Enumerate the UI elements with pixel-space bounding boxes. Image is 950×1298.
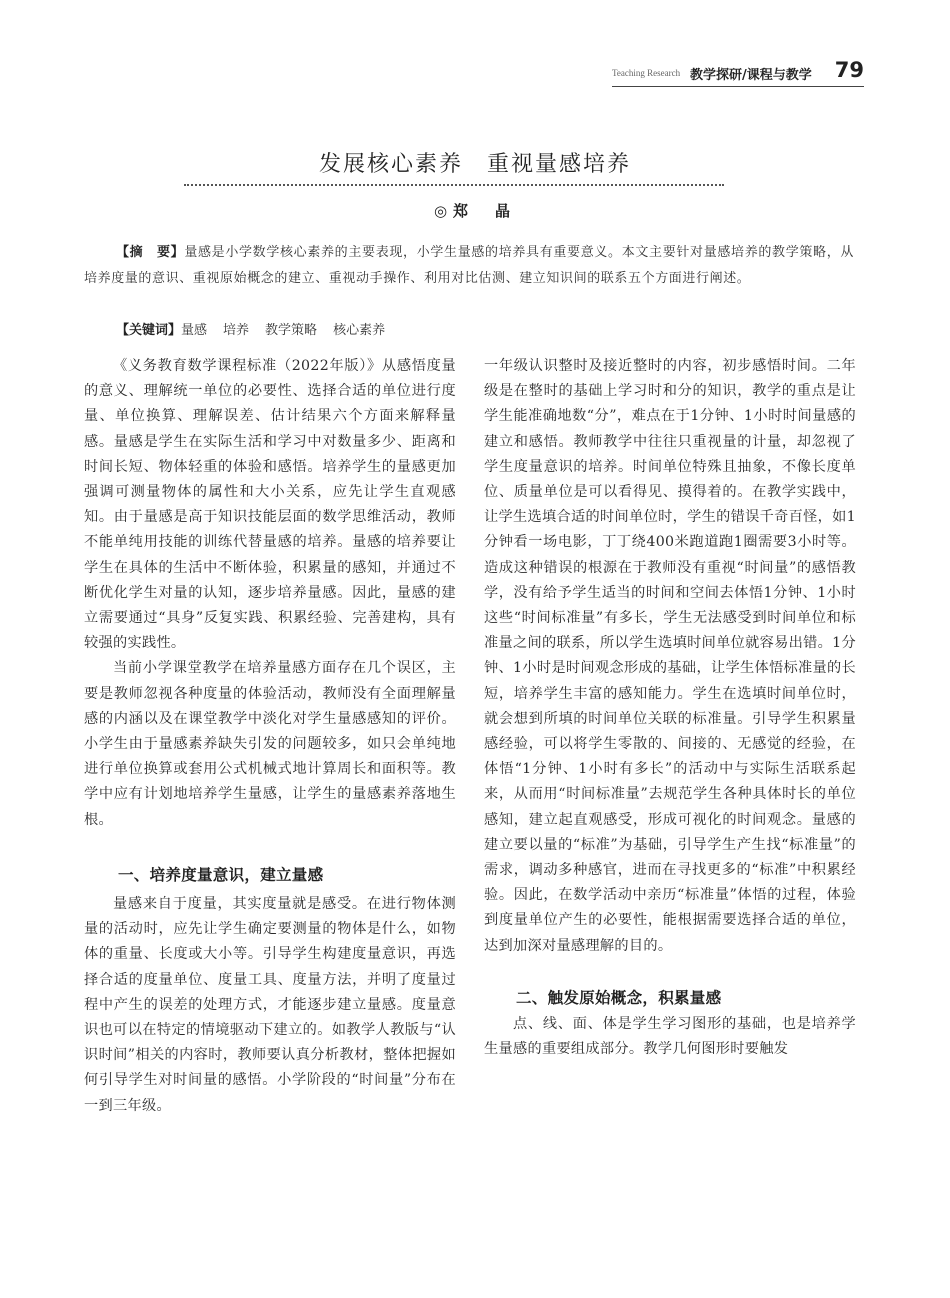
- running-header: [612, 58, 864, 84]
- title-dotted-rule: [184, 184, 724, 186]
- body-column-left: [84, 354, 456, 1119]
- keywords-label: 【关键词】: [116, 323, 182, 338]
- header-rule: [612, 86, 864, 87]
- journal-english-name: Teaching Research: [612, 68, 681, 78]
- keyword: 教学策略: [265, 323, 318, 338]
- article-title: 发展核心素养 重视量感培养: [318, 152, 631, 177]
- journal-section-name: 教学探研/课程与教学: [690, 68, 812, 83]
- body-paragraph: 当前小学课堂教学在培养量感方面存在几个误区，主要是教师忽视各种度量的体验活动，教师没有全面理解量感的内涵以及在课堂教学中淡化对学生量感感知的评价。小学生由于量感素养缺失引发的问题较多，如只会单纯地进行单位换算或套用公式机械式地计算周长和面积等。教学中应有计划地培养学生量感，让学生的量感素养落地生根。: [84, 660, 456, 828]
- body-paragraph-continued: 一年级认识整时及接近整时的内容，初步感悟时间。二年级是在整时的基础上学习时和分的知识，教学的重点是让学生能准确地数“分”，难点在于1分钟、1小时时间量感的建立和感悟。教师教学中往往只重视量的计量，却忽视了学生度量意识的培养。时间单位特殊且抽象，不像长度单位、质量单位是可以看得见、摸得着的。在教学实践中，让学生选填合适的时间单位时，学生的错误千奇百怪，如1分钟看一场电影，丁丁绕400米跑道跑1圈需要3小时等。造成这种错误的根源在于教师没有重视“时间量”的感悟教学，没有给予学生适当的时间和空间去体悟1分钟、1小时这些“时间标准量”有多长，学生无法感受到时间单位和标准量之间的联系，所以学生选填时间单位就容易出错。1分钟、1小时是时间观念形成的基础，让学生体悟标准量的长短，培养学生丰富的感知能力。学生在选填时间单位时，就会想到所填的时间单位关联的标准量。引导学生积累量感经验，可以将学生零散的、间接的、无感觉的经验，在体悟“1分钟、1小时有多长”的活动中与实际生活联系起来，从而用“时间标准量”去规范学生各种具体时长的单位感知，建立起直观感受，形成可视化的时间观念。量感的建立要以量的“标准”为基础，引导学生产生找“标准量”的需求，调动多种感官，进而在寻找更多的“标准”中积累经验。因此，在数学活动中亲历“标准量”体悟的过程，体验到度量单位产生的必要性，能根据需要选择合适的单位，达到加深对量感理解的目的。: [484, 358, 856, 954]
- section-heading: 一、培养度量意识，建立量感: [118, 865, 324, 884]
- abstract: [84, 240, 854, 292]
- body-paragraph: 点、线、面、体是学生学习图形的基础，也是培养学生量感的重要组成部分。教学几何图形时要触发: [484, 1016, 856, 1058]
- keyword: 量感: [181, 323, 208, 338]
- keyword: 培养: [223, 323, 250, 338]
- author-name: ◎郑 晶: [433, 202, 517, 220]
- body-paragraph: 量感来自于度量，其实度量就是感受。在进行物体测量的活动时，应先让学生确定要测量的物体是什么，如物体的重量、长度或大小等。引导学生构建度量意识，再选择合适的度量单位、度量工具、度量方法，并明了度量过程中产生的误差的处理方式，才能逐步建立量感。度量意识也可以在特定的情境驱动下建立的。如教学人教版与“认识时间”相关的内容时，教师要认真分析教材，整体把握如何引导学生对时间量的感悟。小学阶段的“时间量”分布在一到三年级。: [84, 896, 456, 1114]
- body-paragraph: 《义务教育数学课程标准（2022年版）》从感悟度量的意义、理解统一单位的必要性、选择合适的单位进行度量、单位换算、理解误差、估计结果六个方面来解释量感。量感是学生在实际生活和学习中对数量多少、距离和时间长短、物体轻重的体验和感悟。培养学生的量感更加强调可测量物体的属性和大小关系，应先让学生直观感知。由于量感是高于知识技能层面的数学思维活动，教师不能单纯用技能的训练代替量感的培养。量感的培养要让学生在具体的生活中不断体验，积累量的感知，并通过不断优化学生对量的认知，逐步培养量感。因此，量感的建立需要通过“具身”反复实践、积累经验、完善建构，具有较强的实践性。: [84, 358, 456, 652]
- page-number: 79: [834, 58, 864, 82]
- keywords: [116, 320, 856, 342]
- section-heading: 二、触发原始概念，积累量感: [516, 988, 722, 1007]
- abstract-text: 量感是小学数学核心素养的主要表现，小学生量感的培养具有重要意义。本文主要针对量感培养的教学策略，从培养度量的意识、重视原始概念的建立、重视动手操作、利用对比估测、建立知识间的联系五个方面进行阐述。: [84, 245, 854, 286]
- keyword: 核心素养: [333, 323, 386, 338]
- body-column-right: [484, 354, 856, 1062]
- abstract-label: 【摘 要】: [116, 245, 185, 260]
